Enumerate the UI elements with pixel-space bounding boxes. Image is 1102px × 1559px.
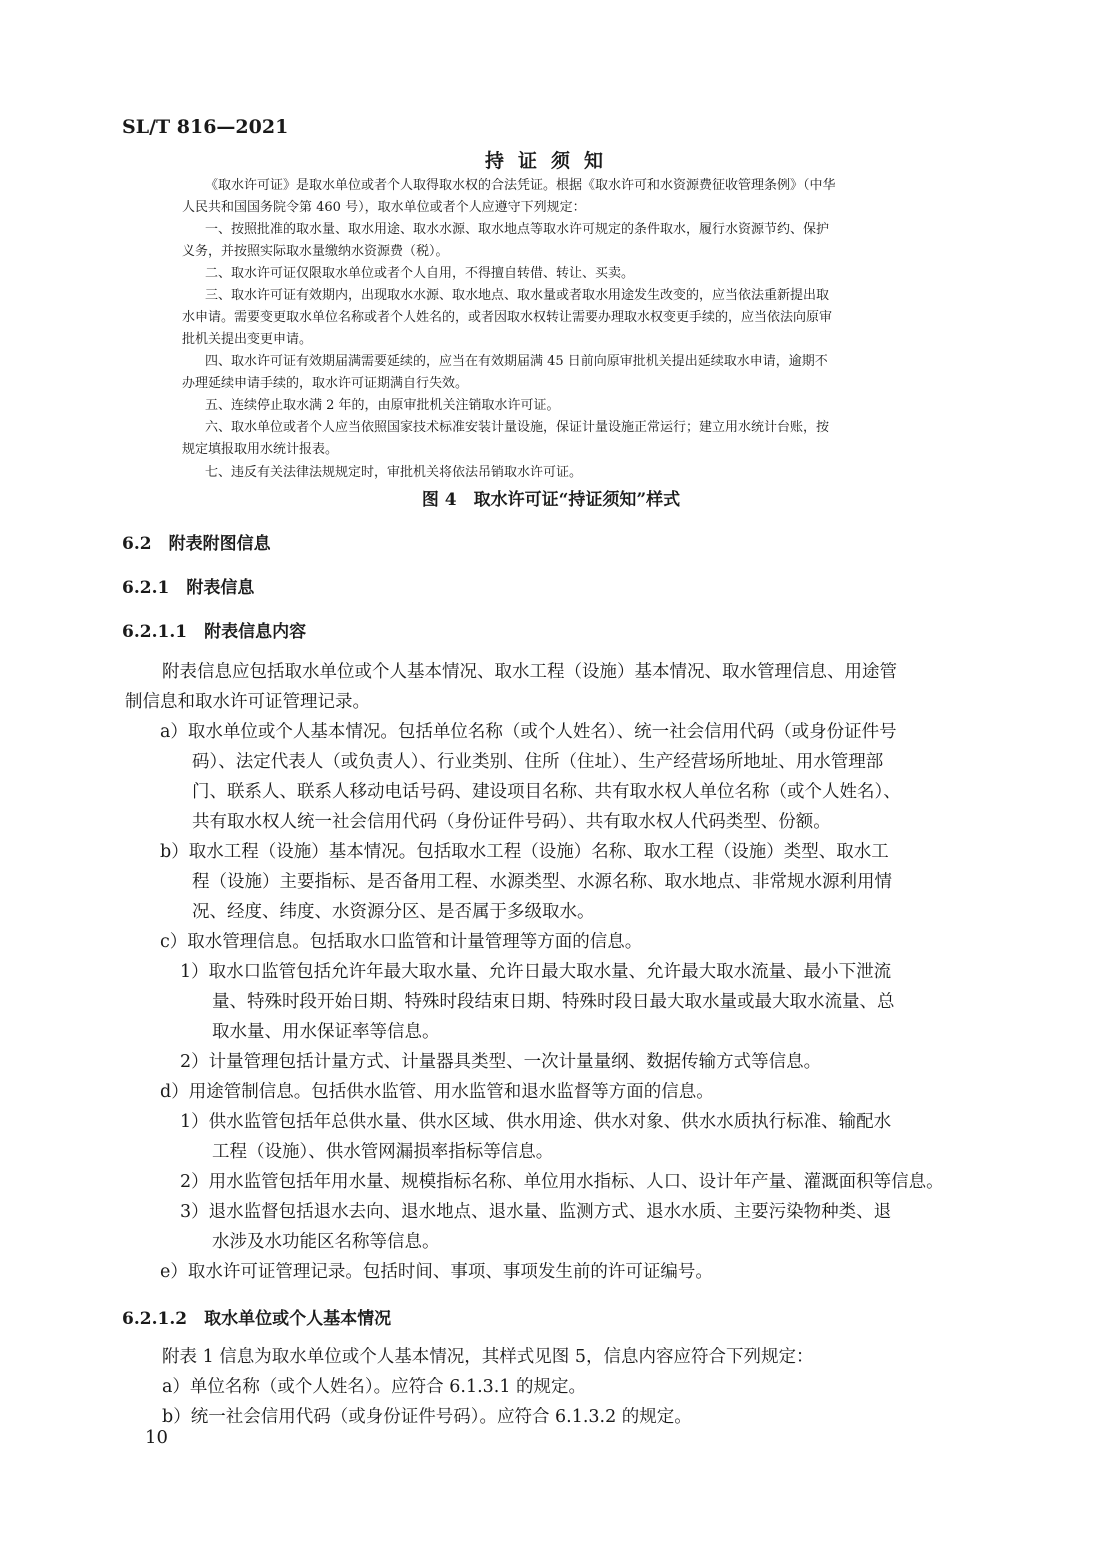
body-line: 附表 1 信息为取水单位或个人基本情况，其样式见图 5，信息内容应符合下列规定： (162, 1347, 814, 1367)
notice-line: 义务，并按照实际取水量缴纳水资源费（税）。 (182, 244, 449, 259)
body-line: 工程（设施）、供水管网漏损率指标等信息。 (212, 1142, 554, 1162)
body-line: 取水量、用水保证率等信息。 (212, 1022, 440, 1042)
section-heading-6-2-1: 6.2.1 附表信息 (122, 578, 255, 598)
list-item-b: b）取水工程（设施）基本情况。包括取水工程（设施）名称、取水工程（设施）类型、取水工 (160, 842, 889, 862)
page-number: 10 (145, 1427, 168, 1448)
list-item-a: a）单位名称（或个人姓名）。应符合 6.1.3.1 的规定。 (162, 1377, 587, 1397)
sublist-item: 1）供水监管包括年总供水量、供水区域、供水用途、供水对象、供水水质执行标准、输配水 (180, 1112, 892, 1132)
sublist-item: 1）取水口监管包括允许年最大取水量、允许日最大取水量、允许最大取水流量、最小下泄流 (180, 962, 892, 982)
section-heading-6-2: 6.2 附表附图信息 (122, 534, 271, 554)
body-line: 码）、法定代表人（或负责人）、行业类别、住所（住址）、生产经营场所地址、用水管理部 (192, 752, 884, 772)
notice-line: 七、违反有关法律法规规定时，审批机关将依法吊销取水许可证。 (205, 465, 583, 480)
notice-line: 五、连续停止取水满 2 年的，由原审批机关注销取水许可证。 (205, 398, 560, 413)
notice-line: 一、按照批准的取水量、取水用途、取水水源、取水地点等取水许可规定的条件取水，履行水资源节约、保护 (205, 222, 830, 237)
notice-line: 批机关提出变更申请。 (182, 332, 313, 347)
figure-caption: 图 4 取水许可证“持证须知”样式 (421, 490, 681, 510)
notice-line: 二、取水许可证仅限取水单位或者个人自用，不得擅自转借、转让、买卖。 (205, 266, 635, 281)
notice-line: 三、取水许可证有效期内，出现取水水源、取水地点、取水量或者取水用途发生改变的，应当依法重新提出取 (205, 288, 830, 303)
body-line: 况、经度、纬度、水资源分区、是否属于多级取水。 (192, 902, 595, 922)
sublist-item: 2）计量管理包括计量方式、计量器具类型、一次计量量纲、数据传输方式等信息。 (180, 1052, 822, 1072)
list-item-b: b）统一社会信用代码（或身份证件号码）。应符合 6.1.3.2 的规定。 (162, 1407, 692, 1427)
list-item-e: e）取水许可证管理记录。包括时间、事项、事项发生前的许可证编号。 (160, 1262, 713, 1282)
standard-code: SL/T 816—2021 (122, 116, 289, 138)
notice-line: 水申请。需要变更取水单位名称或者个人姓名的，或者因取水权转让需要办理取水权变更手续的，应当依法向原审 (182, 310, 833, 325)
notice-line: 《取水许可证》是取水单位或者个人取得取水权的合法凭证。根据《取水许可和水资源费征收管理条例》（中华 (205, 178, 836, 193)
sublist-item: 3）退水监督包括退水去向、退水地点、退水量、监测方式、退水水质、主要污染物种类、退 (180, 1202, 892, 1222)
body-line: 附表信息应包括取水单位或个人基本情况、取水工程（设施）基本情况、取水管理信息、用途管 (162, 662, 897, 682)
notice-line: 人民共和国国务院令第 460 号），取水单位或者个人应遵守下列规定： (182, 200, 586, 215)
body-line: 程（设施）主要指标、是否备用工程、水源类型、水源名称、取水地点、非常规水源利用情 (192, 872, 892, 892)
body-line: 共有取水权人统一社会信用代码（身份证件号码）、共有取水权人代码类型、份额。 (192, 812, 831, 832)
sublist-item: 2）用水监管包括年用水量、规模指标名称、单位用水指标、人口、设计年产量、灌溉面积等信息。 (180, 1172, 944, 1192)
body-line: 制信息和取水许可证管理记录。 (125, 692, 370, 712)
section-heading-6-2-1-1: 6.2.1.1 附表信息内容 (122, 622, 307, 642)
list-item-a: a）取水单位或个人基本情况。包括单位名称（或个人姓名）、统一社会信用代码（或身份证件号 (160, 722, 897, 742)
section-heading-6-2-1-2: 6.2.1.2 取水单位或个人基本情况 (122, 1309, 392, 1329)
body-line: 门、联系人、联系人移动电话号码、建设项目名称、共有取水权人单位名称（或个人姓名）、 (192, 782, 901, 802)
body-line: 水涉及水功能区名称等信息。 (212, 1232, 440, 1252)
list-item-c: c）取水管理信息。包括取水口监管和计量管理等方面的信息。 (160, 932, 643, 952)
notice-line: 办理延续申请手续的，取水许可证期满自行失效。 (182, 376, 469, 391)
list-item-d: d）用途管制信息。包括供水监管、用水监管和退水监督等方面的信息。 (160, 1082, 714, 1102)
notice-line: 四、取水许可证有效期届满需要延续的，应当在有效期届满 45 日前向原审批机关提出延续取水申请，逾期不 (205, 354, 828, 369)
notice-line: 六、取水单位或者个人应当依照国家技术标准安装计量设施，保证计量设施正常运行；建立用水统计台账，按 (205, 420, 830, 435)
body-line: 量、特殊时段开始日期、特殊时段结束日期、特殊时段日最大取水量或最大取水流量、总 (212, 992, 895, 1012)
notice-line: 规定填报取用水统计报表。 (182, 442, 339, 457)
notice-title: 持证须知 (484, 150, 617, 172)
